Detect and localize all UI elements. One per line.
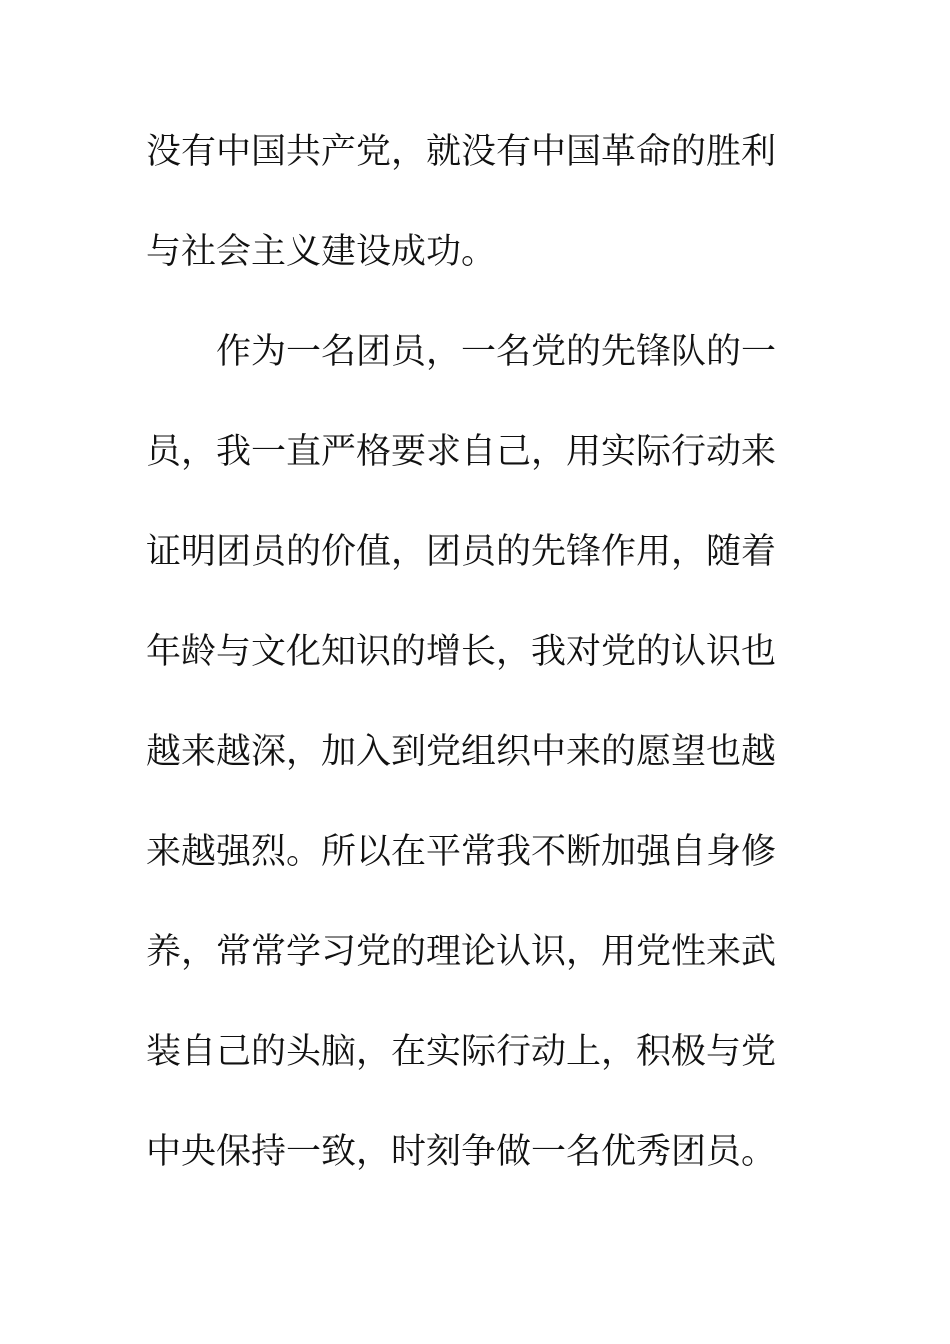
text-line-5: 证明团员的价值，团员的先锋作用，随着 — [146, 532, 777, 572]
text-line-7: 越来越深，加入到党组织中来的愿望也越 — [146, 732, 777, 772]
text-line-9: 养，常常学习党的理论认识，用党性来武 — [146, 932, 777, 972]
text-line-6: 年龄与文化知识的增长，我对党的认识也 — [146, 632, 777, 672]
text-line-10: 装自己的头脑，在实际行动上，积极与党 — [146, 1032, 777, 1072]
text-line-3: 作为一名团员，一名党的先锋队的一 — [216, 332, 777, 372]
text-line-1: 没有中国共产党，就没有中国革命的胜利 — [146, 132, 777, 172]
text-line-8: 来越强烈。所以在平常我不断加强自身修 — [146, 832, 777, 872]
text-line-2: 与社会主义建设成功。 — [146, 232, 497, 272]
text-line-4: 员，我一直严格要求自己，用实际行动来 — [146, 432, 777, 472]
text-line-11: 中央保持一致，时刻争做一名优秀团员。 — [146, 1132, 777, 1172]
